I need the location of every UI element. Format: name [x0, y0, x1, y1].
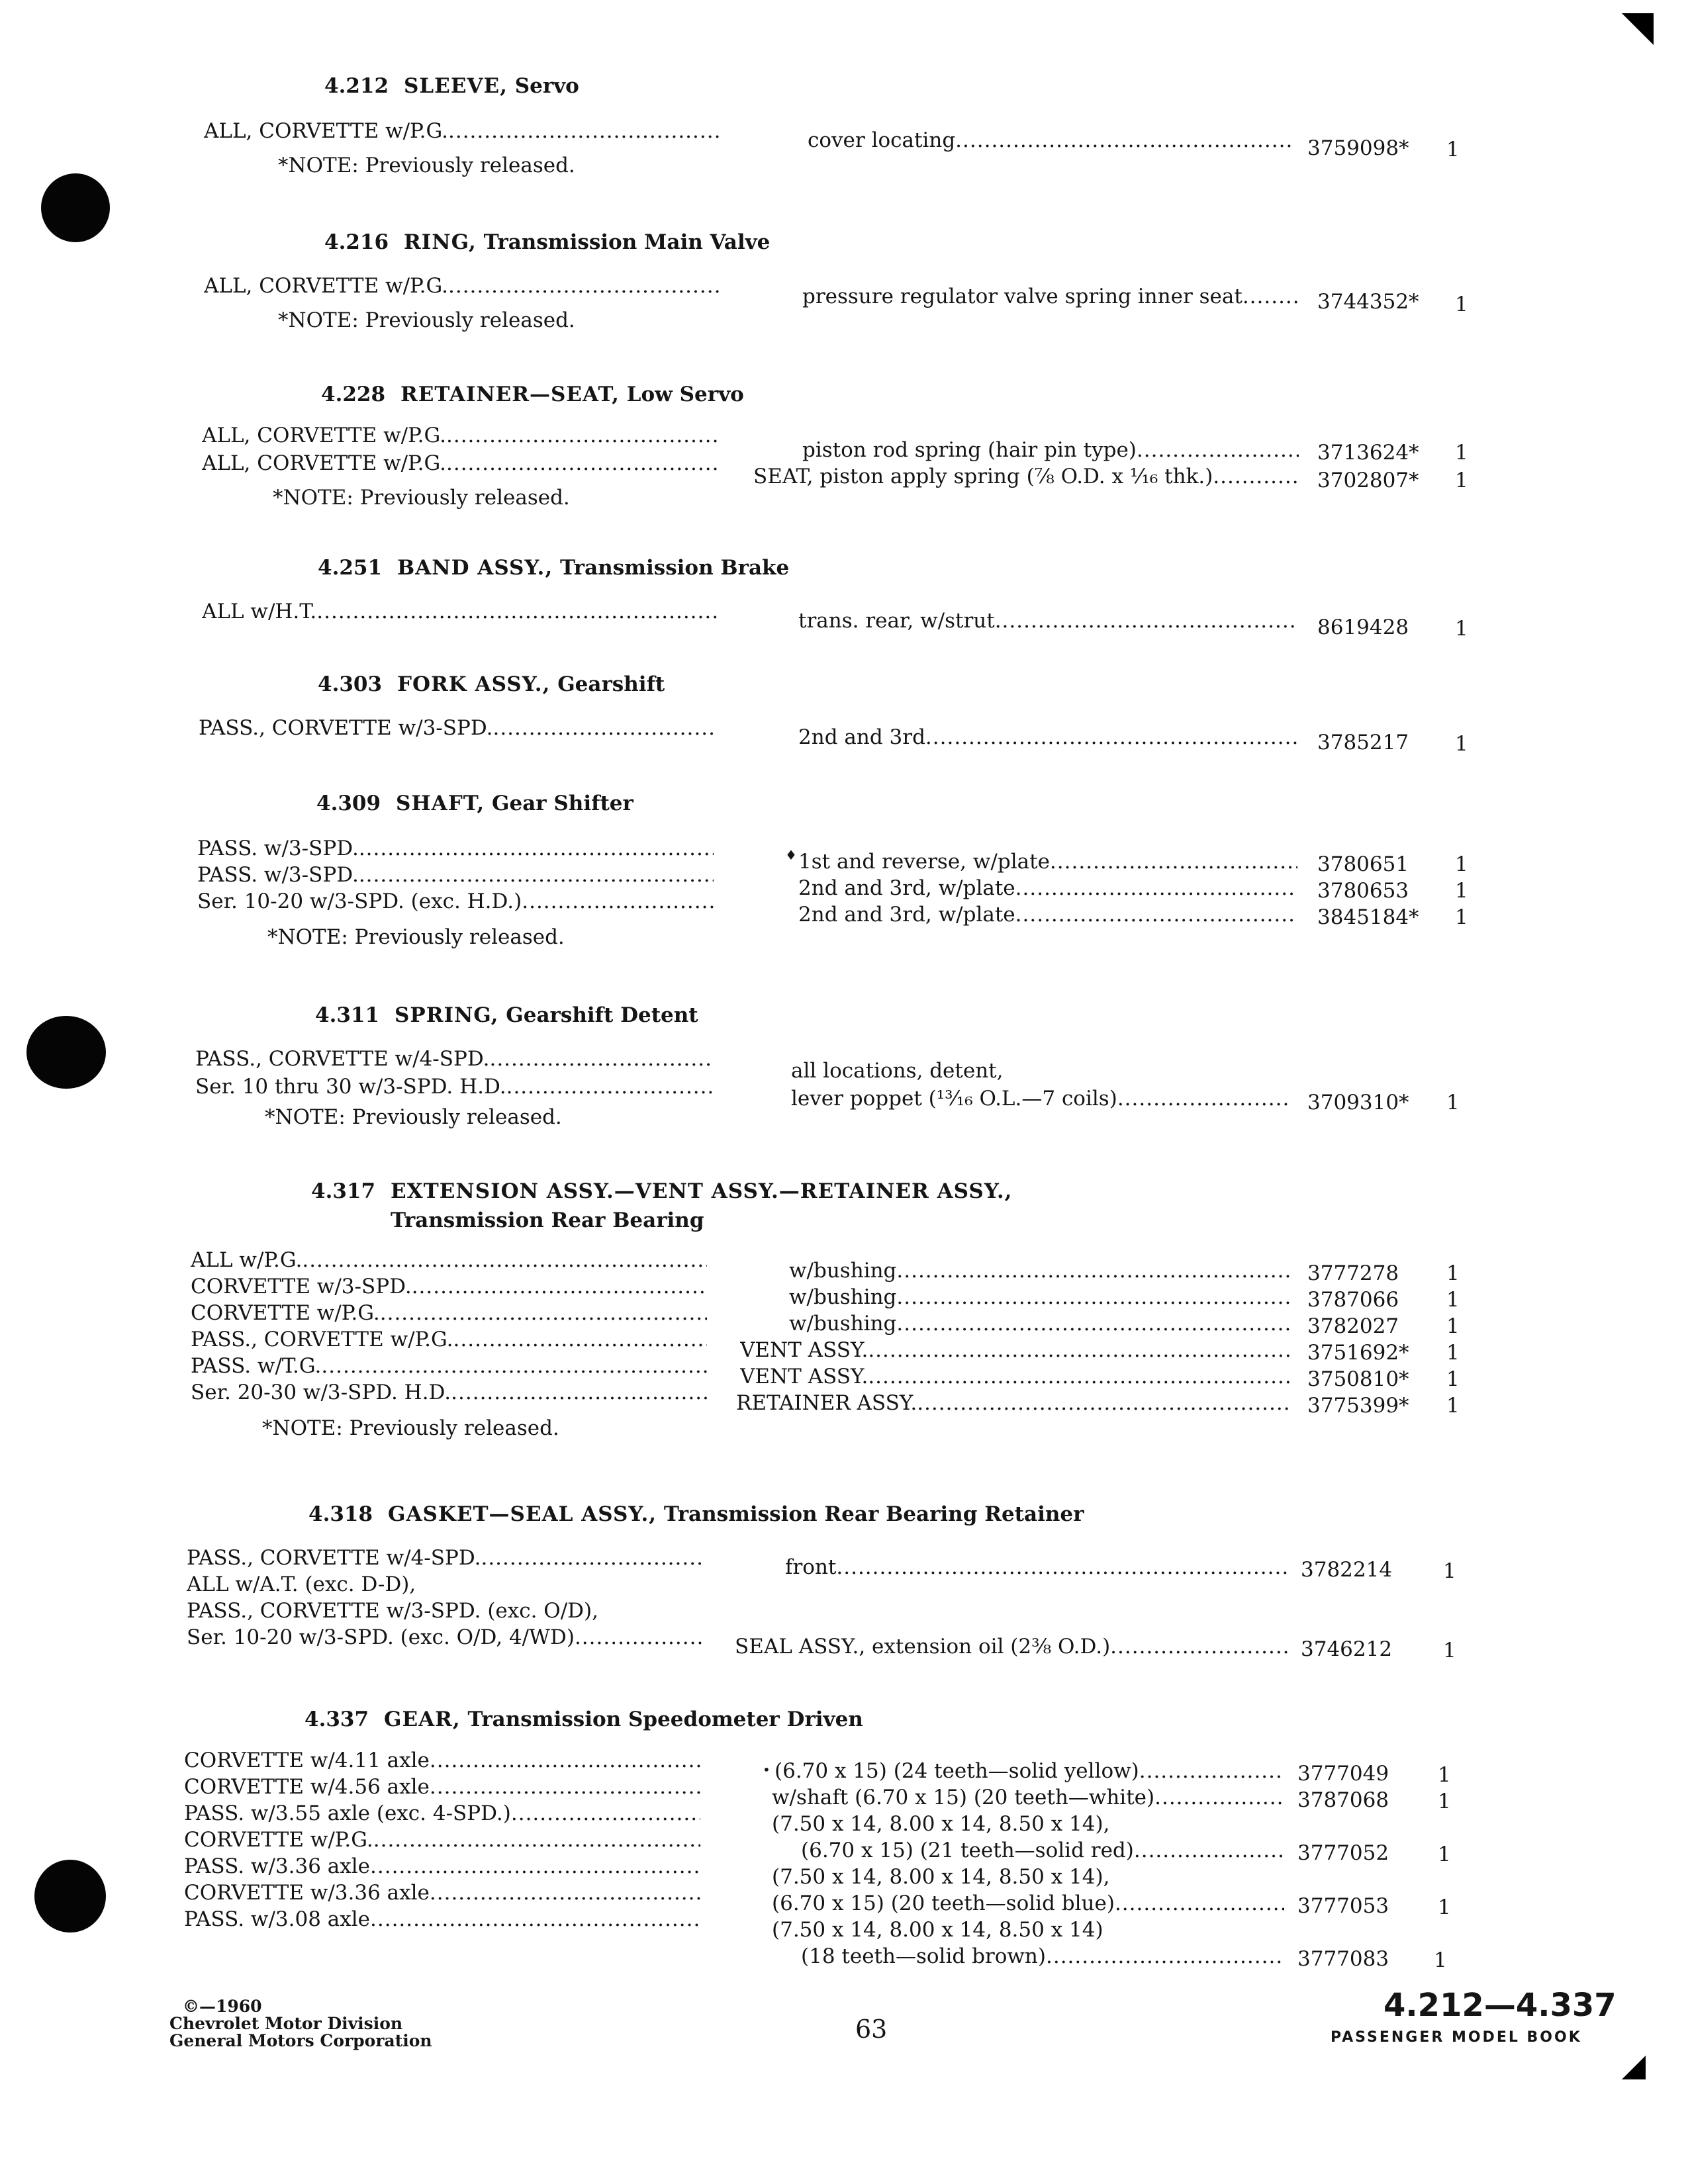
quantity: 1: [1438, 1895, 1451, 1919]
application-text: CORVETTE w/3-SPD.: [191, 1275, 412, 1298]
section-number: 4.303: [318, 672, 383, 696]
quantity: 1: [1443, 1639, 1456, 1662]
description-text: VENT ASSY.: [740, 1365, 868, 1388]
description-text: w/bushing: [789, 1259, 897, 1283]
section-title: SPRING,: [395, 1003, 499, 1027]
section-subtitle: Gear Shifter: [492, 792, 633, 815]
application-text: ALL w/A.T. (exc. D-D),: [187, 1572, 416, 1596]
description-row: [774, 1758, 1284, 1785]
footer-copyright: ©—1960: [183, 1997, 262, 2016]
application-text: PASS. w/3-SPD.: [197, 863, 359, 887]
description-text: 1st and reverse, w/plate: [798, 850, 1050, 874]
note-text: *NOTE: Previously released.: [273, 486, 570, 510]
part-number: 3782027: [1307, 1314, 1399, 1338]
application-text: ALL w/P.G.: [191, 1248, 303, 1272]
description-text: w/bushing: [789, 1312, 897, 1336]
application-row: [191, 1379, 707, 1406]
section-header: [315, 1003, 698, 1027]
section-subtitle: Transmission Rear Bearing Retainer: [663, 1502, 1084, 1526]
part-number: 3785217: [1317, 731, 1409, 754]
application-text: PASS., CORVETTE w/3-SPD.: [199, 716, 493, 740]
description-row: [798, 608, 1297, 635]
part-number: 3713624*: [1317, 441, 1419, 465]
note-text: *NOTE: Previously released.: [278, 154, 575, 177]
section-title: SHAFT,: [396, 792, 485, 815]
corner-mark-bottom-right: [1622, 2056, 1646, 2079]
quantity: 1: [1446, 1314, 1460, 1338]
section-number: 4.251: [318, 556, 383, 580]
section-number: 4.337: [305, 1707, 369, 1731]
description-row: [772, 1864, 1284, 1891]
quantity: 1: [1446, 1261, 1460, 1285]
application-text: PASS., CORVETTE w/3-SPD. (exc. O/D),: [187, 1599, 598, 1623]
section-header: [321, 383, 744, 406]
description-text: (7.50 x 14, 8.00 x 14, 8.50 x 14),: [772, 1812, 1110, 1836]
application-text: PASS. w/T.G.: [191, 1354, 322, 1378]
application-row: [187, 1624, 703, 1651]
part-number: 3750810*: [1307, 1367, 1409, 1391]
description-row: [772, 1917, 1284, 1944]
section-number: 4.311: [315, 1003, 380, 1027]
section-number: 4.212: [324, 74, 389, 98]
part-number: 3782214: [1301, 1558, 1393, 1582]
section-header: [305, 1707, 863, 1731]
part-number: 3787068: [1297, 1788, 1389, 1812]
section-header: [324, 230, 770, 254]
section-title: EXTENSION ASSY.—VENT ASSY.—RETAINER ASSY.,: [391, 1179, 1013, 1203]
description-row: [736, 1390, 1292, 1417]
quantity: 1: [1455, 905, 1468, 929]
corner-mark-top-right: [1622, 13, 1654, 45]
quantity: 1: [1455, 617, 1468, 641]
quantity: 1: [1446, 1394, 1460, 1418]
description-row: [808, 127, 1291, 154]
description-row: [753, 463, 1299, 490]
section-header: [318, 556, 789, 580]
application-row: [184, 1774, 700, 1801]
section-subtitle: Transmission Brake: [559, 556, 790, 580]
description-text: (6.70 x 15) (24 teeth—solid yellow): [774, 1759, 1139, 1783]
description-row: [802, 283, 1299, 310]
application-text: ALL w/H.T.: [202, 600, 317, 623]
description-text: pressure regulator valve spring inner seat: [802, 285, 1243, 308]
section-header: [318, 672, 665, 696]
description-row: [785, 1554, 1288, 1581]
application-row: [191, 1273, 707, 1300]
application-row: [202, 450, 718, 477]
description-text: RETAINER ASSY.: [736, 1391, 917, 1415]
application-text: ALL, CORVETTE w/P.G.: [204, 274, 448, 298]
section-number: 4.318: [308, 1502, 373, 1526]
section-number: 4.317: [311, 1179, 376, 1203]
quantity: 1: [1443, 1559, 1456, 1583]
description-text: SEAL ASSY., extension oil (2⅜ O.D.): [735, 1635, 1111, 1659]
quantity: 1: [1446, 1367, 1460, 1391]
description-text: front: [785, 1555, 837, 1579]
quantity: 1: [1455, 441, 1468, 465]
application-row: [197, 862, 714, 889]
section-title: GEAR,: [384, 1707, 461, 1731]
section-header: [308, 1502, 1084, 1526]
application-text: PASS., CORVETTE w/4-SPD.: [187, 1546, 481, 1570]
section-number: 4.228: [321, 383, 386, 406]
application-row: [204, 118, 720, 145]
punch-hole-top: [41, 173, 110, 242]
quantity: 1: [1446, 1091, 1460, 1115]
section-subtitle: Transmission Rear Bearing: [391, 1208, 704, 1232]
application-text: ALL, CORVETTE w/P.G.: [202, 424, 446, 447]
part-number: 3751692*: [1307, 1341, 1409, 1365]
part-number: 3744352*: [1317, 290, 1419, 314]
footer-corporation: General Motors Corporation: [169, 2031, 432, 2050]
punch-hole-bottom: [34, 1860, 106, 1933]
description-text: VENT ASSY.: [740, 1338, 868, 1362]
description-row: [798, 875, 1297, 902]
application-text: CORVETTE w/3.36 axle: [184, 1881, 430, 1905]
application-row: [191, 1247, 707, 1274]
description-row: [772, 1890, 1284, 1917]
part-number: 3777083: [1297, 1947, 1389, 1971]
book-title: PASSENGER MODEL BOOK: [1331, 2029, 1582, 2046]
description-row: [801, 1837, 1284, 1864]
application-row: [195, 1046, 712, 1073]
description-text: 2nd and 3rd, w/plate: [798, 876, 1015, 900]
section-subtitle: Servo: [514, 74, 579, 98]
application-text: CORVETTE w/P.G.: [191, 1301, 380, 1325]
application-row: [202, 598, 718, 625]
description-text: 2nd and 3rd: [798, 725, 925, 749]
application-row: [191, 1326, 707, 1353]
section-title: GASKET—SEAL ASSY.,: [388, 1502, 657, 1526]
footer-division: Chevrolet Motor Division: [169, 2014, 403, 2033]
part-number: 8619428: [1317, 615, 1409, 639]
section-header: [311, 1179, 1012, 1203]
quantity: 1: [1455, 732, 1468, 756]
part-number: 3746212: [1301, 1637, 1393, 1661]
description-text: w/bushing: [789, 1285, 897, 1309]
page-range: 4.212—4.337: [1383, 1987, 1617, 2024]
application-text: CORVETTE w/4.11 axle: [184, 1749, 430, 1772]
application-row: [197, 888, 714, 915]
application-row: [195, 1073, 712, 1101]
description-text: (6.70 x 15) (20 teeth—solid blue): [772, 1891, 1115, 1915]
description-row: [740, 1337, 1292, 1364]
description-row: [791, 1058, 1290, 1085]
section-subtitle: Transmission Speedometer Driven: [467, 1707, 863, 1731]
description-text: lever poppet (¹³⁄₁₆ O.L.—7 coils): [791, 1087, 1117, 1111]
quantity: 1: [1446, 1288, 1460, 1312]
part-number: 3775399*: [1307, 1394, 1409, 1418]
section-title: FORK ASSY.,: [397, 672, 551, 696]
note-text: *NOTE: Previously released.: [278, 308, 575, 332]
description-row: [798, 724, 1297, 751]
bullet-mark: •: [763, 1762, 771, 1778]
part-number: 3787066: [1307, 1288, 1399, 1312]
description-row: [801, 1943, 1284, 1970]
part-number: 3845184*: [1317, 905, 1419, 929]
section-subtitle: Low Servo: [626, 383, 744, 406]
application-text: CORVETTE w/P.G.: [184, 1828, 373, 1852]
section-title: BAND ASSY.,: [397, 556, 553, 580]
part-number: 3777052: [1297, 1841, 1389, 1865]
description-text: w/shaft (6.70 x 15) (20 teeth—white): [772, 1786, 1155, 1809]
quantity: 1: [1438, 1763, 1451, 1787]
section-header: [324, 74, 579, 98]
description-row: [798, 901, 1297, 929]
application-row: [197, 835, 714, 862]
section-subtitle: Transmission Main Valve: [483, 230, 771, 254]
application-text: PASS. w/3.36 axle: [184, 1854, 371, 1878]
description-row: [735, 1633, 1288, 1661]
description-text: SEAT, piston apply spring (⅞ O.D. x ¹⁄₁₆ thk.): [753, 465, 1213, 488]
description-text: cover locating: [808, 128, 956, 152]
application-text: ALL, CORVETTE w/P.G.: [204, 119, 448, 143]
application-row: [204, 273, 720, 300]
quantity: 1: [1455, 852, 1468, 876]
application-row: [184, 1827, 700, 1854]
application-text: Ser. 20-30 w/3-SPD. H.D.: [191, 1381, 451, 1404]
application-row: [191, 1300, 707, 1327]
description-row: [772, 1784, 1284, 1811]
section-subtitle: Gearshift Detent: [506, 1003, 698, 1027]
description-text: 2nd and 3rd, w/plate: [798, 903, 1015, 927]
quantity: 1: [1438, 1790, 1451, 1813]
part-number: 3777053: [1297, 1894, 1389, 1918]
application-row: [187, 1545, 703, 1572]
application-text: PASS. w/3-SPD.: [197, 837, 359, 860]
description-text: trans. rear, w/strut: [798, 609, 995, 633]
description-row: [789, 1310, 1292, 1338]
quantity: 1: [1446, 1341, 1460, 1365]
note-text: *NOTE: Previously released.: [262, 1416, 559, 1440]
quantity: 1: [1455, 469, 1468, 492]
note-text: *NOTE: Previously released.: [267, 925, 565, 949]
part-number: 3777049: [1297, 1762, 1389, 1786]
quantity: 1: [1455, 293, 1468, 316]
description-row: [772, 1811, 1284, 1838]
application-text: Ser. 10-20 w/3-SPD. (exc. O/D, 4/WD): [187, 1625, 575, 1649]
description-text: (18 teeth—solid brown): [801, 1944, 1046, 1968]
application-text: PASS., CORVETTE w/P.G.: [191, 1328, 453, 1351]
part-number: 3780653: [1317, 879, 1409, 903]
description-row: [789, 1257, 1292, 1285]
quantity: 1: [1446, 138, 1460, 161]
application-row: [202, 422, 718, 449]
application-text: PASS. w/3.08 axle: [184, 1907, 371, 1931]
part-number: 3709310*: [1307, 1091, 1409, 1115]
description-row: [798, 848, 1297, 876]
page-number: 63: [855, 2015, 888, 2044]
application-row: [184, 1906, 700, 1933]
description-text: piston rod spring (hair pin type): [802, 438, 1137, 462]
note-text: *NOTE: Previously released.: [265, 1105, 562, 1129]
section-title: SLEEVE,: [404, 74, 508, 98]
quantity: 1: [1455, 879, 1468, 903]
description-text: (6.70 x 15) (21 teeth—solid red): [801, 1839, 1134, 1862]
description-row: [802, 437, 1299, 464]
application-row: [184, 1880, 700, 1907]
part-number: 3702807*: [1317, 469, 1419, 492]
application-text: Ser. 10-20 w/3-SPD. (exc. H.D.): [197, 889, 522, 913]
application-row: [199, 715, 715, 742]
section-title: RING,: [404, 230, 477, 254]
description-text: (7.50 x 14, 8.00 x 14, 8.50 x 14),: [772, 1865, 1110, 1889]
quantity: 1: [1434, 1948, 1447, 1972]
application-text: Ser. 10 thru 30 w/3-SPD. H.D.: [195, 1075, 506, 1099]
application-text: PASS. w/3.55 axle (exc. 4-SPD.): [184, 1801, 511, 1825]
description-row: [740, 1363, 1292, 1390]
description-text: all locations, detent,: [791, 1059, 1004, 1083]
section-title: RETAINER—SEAT,: [400, 383, 620, 406]
quantity: 1: [1438, 1843, 1451, 1866]
section-subtitle: Gearshift: [557, 672, 665, 696]
description-row: [789, 1284, 1292, 1311]
part-number: 3759098*: [1307, 136, 1409, 160]
description-row: [791, 1085, 1290, 1113]
application-row: [184, 1747, 700, 1774]
part-number: 3780651: [1317, 852, 1409, 876]
application-row: [184, 1853, 700, 1880]
application-text: PASS., CORVETTE w/4-SPD.: [195, 1047, 490, 1071]
section-number: 4.309: [316, 792, 381, 815]
application-text: ALL, CORVETTE w/P.G.: [202, 451, 446, 475]
bullet-mark: ♦: [785, 847, 797, 863]
application-row: [184, 1800, 700, 1827]
description-text: (7.50 x 14, 8.00 x 14, 8.50 x 14): [772, 1918, 1103, 1942]
section-header: [316, 792, 633, 815]
part-number: 3777278: [1307, 1261, 1399, 1285]
section-number: 4.216: [324, 230, 389, 254]
application-row: [191, 1353, 707, 1380]
punch-hole-middle: [26, 1016, 106, 1089]
application-text: CORVETTE w/4.56 axle: [184, 1775, 430, 1799]
